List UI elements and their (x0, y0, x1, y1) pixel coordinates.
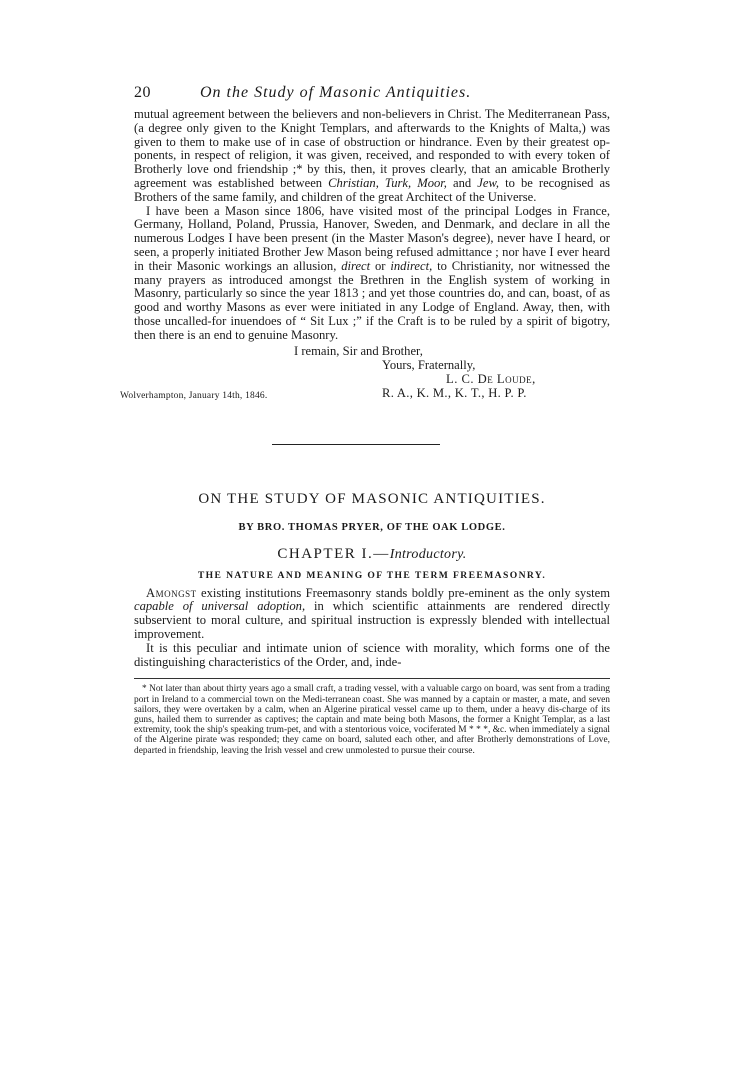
letter-italic-indirect: indirect, (390, 258, 433, 273)
section-heading: THE NATURE AND MEANING OF THE TERM FREEMASONRY. (197, 569, 547, 581)
article-paragraph-1 (134, 587, 610, 642)
running-head (134, 84, 610, 108)
letter-signoff (120, 343, 610, 402)
book-page (120, 84, 610, 756)
letter-italic-direct: direct (341, 258, 371, 273)
chapter-heading (134, 546, 610, 563)
chapter-subtitle: Introductory. (389, 546, 467, 562)
chapter-label: CHAPTER I.— (277, 545, 390, 562)
yours-line: Yours, Fraternally, (382, 357, 476, 372)
article-text: existing institutions Freemasonry stands boldly pre-eminent as the only system (196, 585, 610, 600)
letter-text: mutual agreement between the believers and non-believers in Christ. The Mediterranean Pass, (a degree only given to the Knight Templars, and afterwards to the Knights of Malta,) was given to them to make use of in case of obstruction or hindrance. Even by their greatest op-ponents, in respect of religion, it was given, received, and responded to with every token of Brotherly love ond friendship ;* by this, then, it proves clearly, that an amicable Brotherly agreement was established between (134, 107, 610, 190)
page-number: 20 (134, 84, 151, 101)
letter-italic-faiths: Christian, Turk, Moor, (328, 175, 447, 190)
letter-paragraph-1 (134, 108, 610, 205)
running-title: On the Study of Masonic Antiquities. (200, 84, 472, 101)
place-date: Wolverhampton, January 14th, 1846. (120, 390, 268, 401)
letter-paragraph-2 (134, 205, 610, 343)
section-divider (272, 444, 440, 445)
letter-text: to Christianity, nor witnessed the many prayers as introduced amongst the Brethren in the English system of working in Masonry, particularly so since the year 1813 ; and yet those countries do, and can, boast, of as good and worthy Masons as ever were initiated in any Lodge of England. Away, then, with those uncalled-for inuendoes of “ Sit Lux ;” if the Craft is to be ruled by a spirit of bigotry, then there is an end to genuine Masonry. (134, 258, 610, 342)
letter-text: or (370, 258, 391, 273)
article-text: in which scientific attainments are rendered directly subservient to moral culture, and spiritual instruction is expressly blended with intellectual improvement. (134, 599, 610, 641)
signature-name: L. C. De Loude, (446, 371, 536, 386)
footnote-rule (134, 678, 610, 679)
closing-line: I remain, Sir and Brother, (294, 343, 423, 358)
byline: BY BRO. THOMAS PRYER, OF THE OAK LODGE. (238, 521, 506, 533)
article-title: ON THE STUDY OF MASONIC ANTIQUITIES. (198, 490, 546, 507)
footnote: * Not later than about thirty years ago a small craft, a trading vessel, with a valuable cargo on board, was sent from a trading port in Ireland to a commercial town on the Medi-terranean coast. She was manned by a captain or master, a mate, and seven sailors, they were overtaken by a calm, when an Algerine piratical vessel came up to them, under a heavy dis-charge of its guns, hailed them to surrender as captives; the captain and mate being both Masons, the former a Knight Templar, as a last extremity, took the ship's speaking trum-pet, and with a stentorious voice, vociferated M * * *, &c. when immediately a signal of the Algerine pirate was responded; they came on board, saluted each other, and after Brotherly demonstrations of Love, departed in friendship, leaving the Irish vessel and crew unmolested to pursue their course. (134, 684, 610, 756)
letter-text: to be recognised as Brothers of the same family, and children of the great Architect of the Universe. (134, 175, 610, 204)
article-paragraph-2: It is this peculiar and intimate union of science with morality, which forms one of the distinguishing characteristics of the Order, and, inde- (134, 640, 610, 669)
signature-titles: R. A., K. M., K. T., H. P. P. (382, 385, 527, 400)
letter-text: I have been a Mason since 1806, have visited most of the principal Lodges in France, Germany, Holland, Poland, Prussia, Hanover, Sweden, and Denmark, and declare in all the numerous Lodges I have been present (in the Master Mason's degree), never have I heard, or seen, a properly initiated Brother Jew Mason being refused admittance ; nor have I ever heard in their Masonic workings an allusion, (134, 203, 610, 273)
opening-word: Amongst (146, 585, 197, 600)
article-italic: capable of universal adoption, (134, 599, 306, 614)
letter-italic-jew: Jew, (477, 175, 500, 190)
letter-text: and (446, 175, 478, 190)
